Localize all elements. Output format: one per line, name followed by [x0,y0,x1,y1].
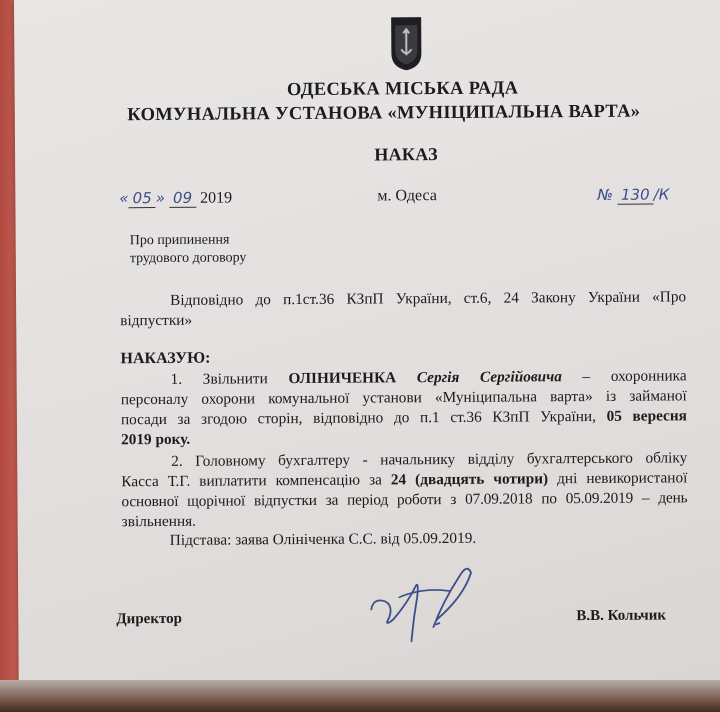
compensation-days: 24 (двадцять чотири) [390,470,549,489]
order-heading: НАКАЗУЮ: [120,349,211,368]
council-title: ОДЕСЬКА МІСЬКА РАДА [286,78,519,101]
date-day: 05 [129,189,156,208]
order-number-value: 130 [617,186,654,205]
institution-title: КОМУНАЛЬНА УСТАНОВА «МУНІЦИПАЛЬНА ВАРТА» [127,101,641,126]
background-table [0,680,720,712]
employee-surname: ОЛІНИЧЕНКА [288,369,397,388]
document-page [14,0,720,690]
order-item-1: 1. Звільнити ОЛІНИЧЕНКА Сергія Сергійовича – охоронника персоналу охорони комунальної установи «Муніципальна варта» із займаної посади за згодою сторін, відповідно до п.1 ст.36 КЗпП України, 05 вересня 2019 року. [120,367,687,449]
order-number: № 130 /К [597,185,670,204]
employee-name: Сергія Сергійовича [396,368,562,387]
coat-of-arms-icon [389,15,423,71]
date-year: 2019 [200,189,233,207]
order-item-2: 2. Головному бухгалтеру - начальнику відділу бухгалтерського обліку Касса Т.Г. виплатити компенсацію за 24 (двадцять чотири) дні невикористаної основної щорічної відпустки за період роботи з 07.09.2018 по 05.09.2019 – день звільнення. [121,449,688,531]
signer-name: В.В. Кольчик [576,607,667,625]
order-city: м. Одеса [377,187,437,205]
legal-basis-paragraph: Відповідно до п.1ст.36 КЗпП України, ст.6, 24 Закону України «Про відпустки» [120,288,687,330]
handwritten-signature [363,557,504,648]
order-date: « 05 » 09 2019 [119,188,233,208]
signer-position: Директор [116,610,183,628]
document-type-title: НАКАЗ [374,144,438,165]
basis-document: Підстава: заява Олініченка С.С. від 05.09.2019. [169,529,477,549]
date-month: 09 [169,189,196,208]
dismissal-date: 05 вересня [606,407,687,425]
order-subject: Про припинення трудового договору [129,232,247,267]
